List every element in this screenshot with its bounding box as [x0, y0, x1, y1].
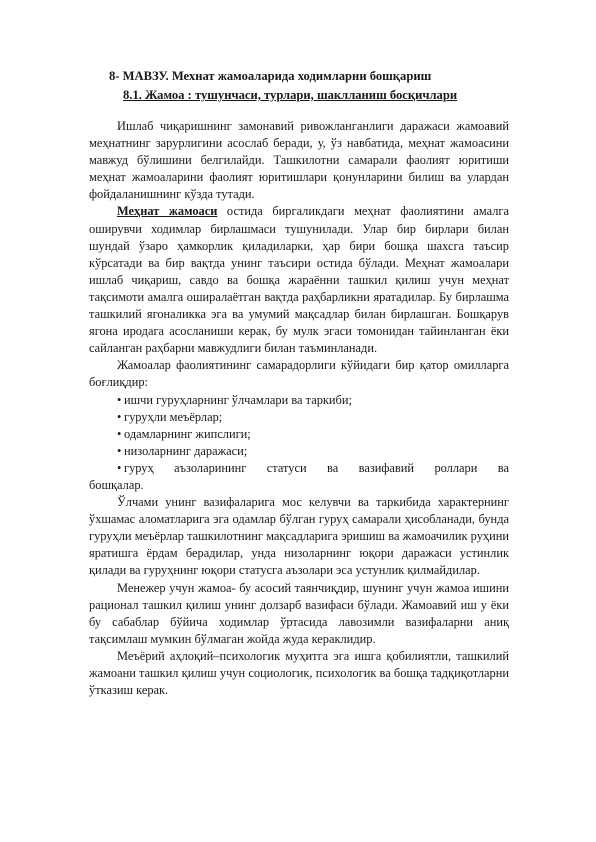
- list-item: • гуруҳли меъёрлар;: [89, 409, 509, 426]
- document-subtitle: 8.1. Жамоа : тушунчаси, турлари, шаклланиш босқичлари: [123, 88, 458, 102]
- factor-list: [89, 392, 509, 477]
- list-continuation: бошқалар.: [89, 477, 144, 492]
- paragraph-5: Менежер учун жамоа- бу асосий таянчиқдир, шунинг учун жамоа ишини рационал ташкил қилиш унинг долзарб вазифаси бўлади. Жамоавий иш у ёки бу сабаблар бўйича ходимлар ўртасида лавозимли вазифаларни аниқ тақсимлаш мумкин бўлмаган жойда жуда кераклидир.: [89, 580, 509, 646]
- bullet-dot-icon: •: [117, 443, 122, 458]
- document-title: 8- МАВЗУ. Мехнат жамоаларида ходимларни бошқариш: [109, 69, 432, 83]
- bullet-dot-icon: •: [117, 409, 122, 424]
- list-item: • одамларнинг жипслиги;: [89, 426, 509, 443]
- paragraph-3: Жамоалар фаолиятининг самарадорлиги кўйидаги бир қатор омилларга боғлиқдир:: [89, 358, 509, 390]
- list-item: • низоларнинг даражаси;: [89, 443, 509, 460]
- bullet-dot-icon: •: [117, 426, 122, 441]
- paragraph-4: Ўлчами унинг вазифаларига мос келувчи ва таркибида характернинг ўхшамас аломатларига эга одамлар бўлган гуруҳ самарали ҳисобланади, бунда гуруҳли меъёрлар ташкилотнинг мақсадларига эришиш ва жамоачилик руҳини яратишга ёрдам берадилар, унда низоларнинг юқори даражаси устинлик қилади ва гуруҳнинг юқори статусга аъзолари эса устунлик қилмайдилар.: [89, 495, 509, 578]
- paragraph-6: Меъёрий аҳлоқий–психологик муҳитга эга ишга қобилиятли, ташкилий жамоани ташкил қилиш учун социологик, психологик ва бошқа тадқиқотларни ўтказиш керак.: [89, 648, 509, 698]
- paragraph-2-text: остида биргаликдаги меҳнат фаолиятини амалга оширувчи ходимлар бирлашмаси тушунилади. Улар бир бирлари билан шундай ўзаро ҳамкорлик қиладиларки, ҳар бири бошқа шахсга таъсир кўрсатади ва бир вақтда унинг таъсири остида бўлади. Меҳнат жамоалари ишлаб чиқариш, савдо ва бошқа жараённи ташкил қилиш учун меҳнат тақсимоти амалга оширалаётган вақтда раҳбарликни яратадилар. Бу бирлашма ташкилий ягоналикка эга ва умумий мақсадлар билан бирлашган. Бошқарув ягона иродага асосланиши керак, бу мулк эгаси томонидан тайинланган ёки сайланган раҳбарни мавжудлиги билан таъминланади.: [89, 204, 509, 356]
- list-item: • ишчи гуруҳларнинг ўлчамлари ва таркиби;: [89, 392, 509, 409]
- paragraph-2: [89, 203, 509, 357]
- document-page: [89, 68, 509, 699]
- paragraph-1: Ишлаб чиқаришнинг замонавий ривожланганлиги даражаси жамоавий меҳнатнинг зарурлигини асослаб беради, у, ўз навбатида, меҳнат жамоасини мавжуд бўлишини белгилайди. Ташкилотни самарали фаолият юритиши меҳнат жамоаларини фаолият юритишлари қонунларини билиш ва улардан фойдаланишнинг кўзда тутади.: [89, 119, 509, 202]
- bullet-dot-icon: •: [117, 392, 122, 407]
- bullet-dot-icon: •: [117, 460, 122, 475]
- list-item: • гуруҳ аъзоларининг статуси ва вазифавий роллари ва: [89, 460, 509, 477]
- term-labor-collective: Меҳнат жамоаси: [117, 204, 218, 219]
